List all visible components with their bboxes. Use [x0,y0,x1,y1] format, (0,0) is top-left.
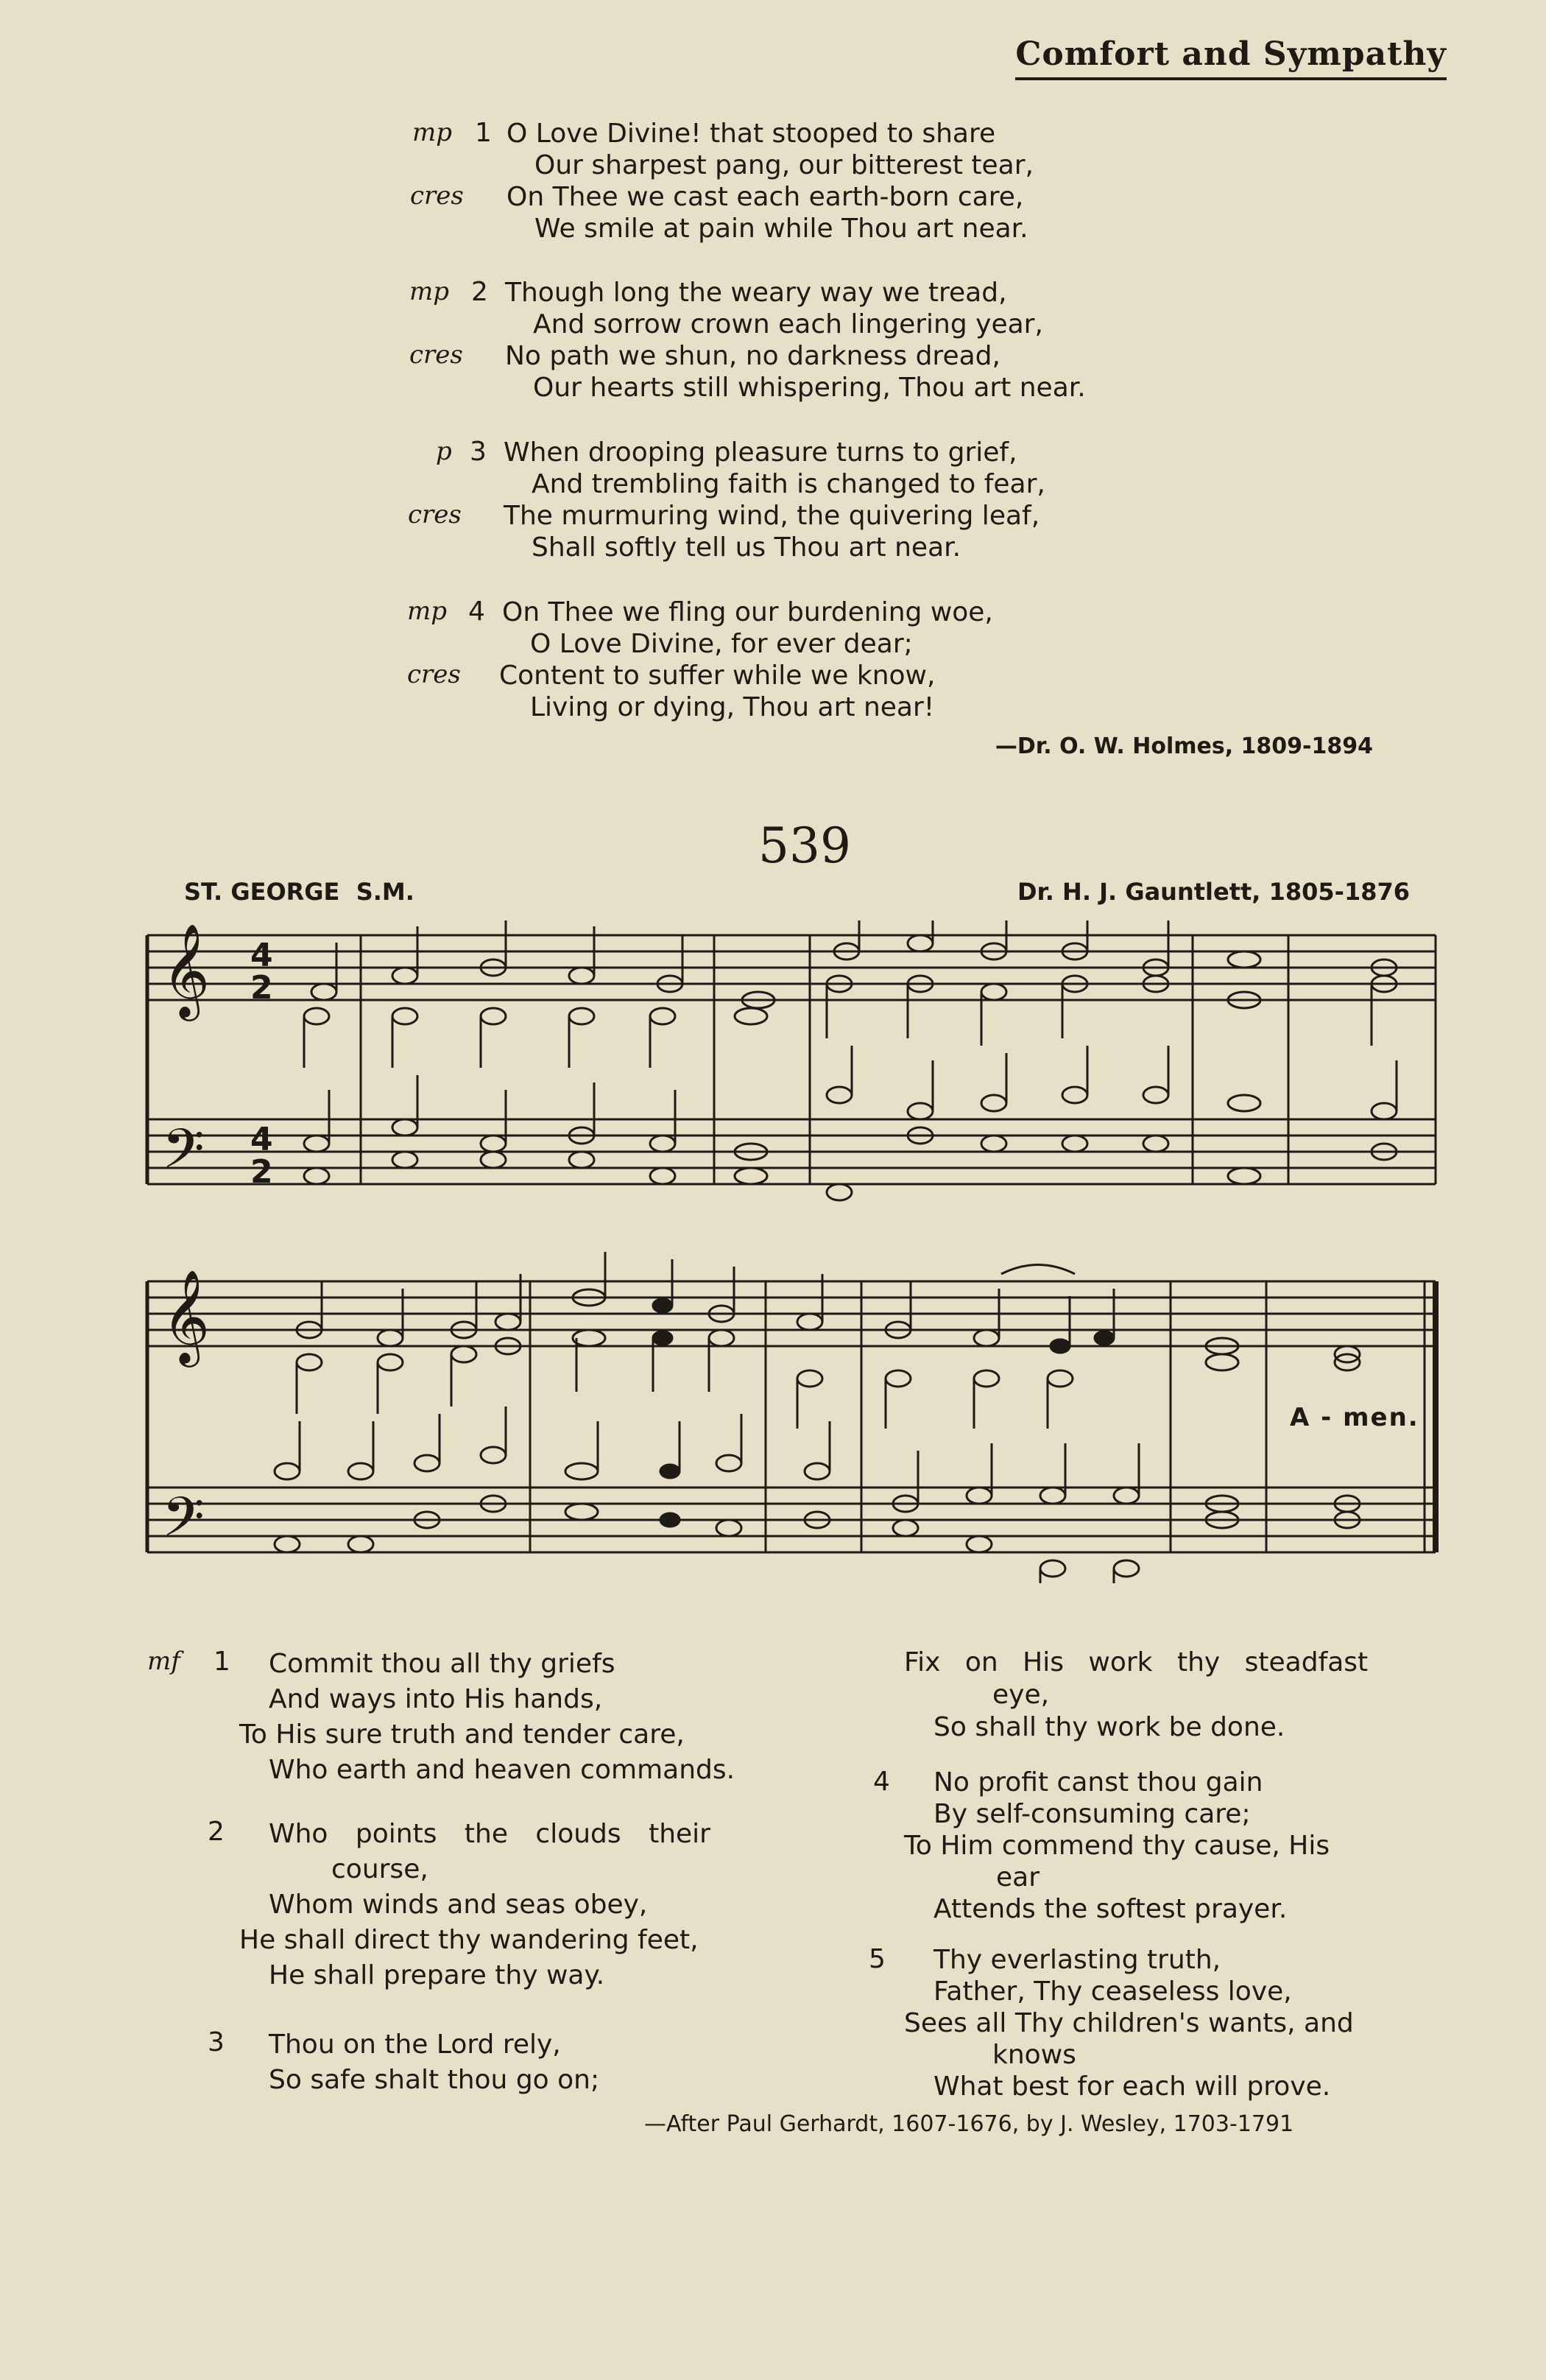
dynamic-mark: mp [412,118,453,147]
translation-credit: —After Paul Gerhardt, 1607-1676, by J. Wesley, 1703-1791 [644,2111,1294,2137]
verse-line: Father, Thy ceaseless love, [933,1976,1292,2007]
verse-line: Who earth and heaven commands. [269,1755,735,1785]
bass-clef: 𝄢 [162,1117,205,1194]
verse-line: Shall softly tell us Thou art near. [532,532,961,563]
verse-line: Our sharpest pang, our bitterest tear, [534,150,1034,180]
verse-line: knows [992,2040,1076,2070]
verse-line: So safe shalt thou go on; [269,2065,600,2095]
stanza-3 [239,2027,599,2098]
verse-line: Thy everlasting truth, [933,1945,1221,1975]
verse-line: By self-consuming care; [933,1799,1251,1829]
cres-mark: cres [410,181,464,211]
stanza-number: 2 [208,1817,225,1847]
hymn-number: 539 [758,817,851,874]
dynamic-mark: p [436,437,452,466]
bass-staff [147,1119,1436,1184]
dynamic-mark: mp [409,277,450,306]
verse-line: Our hearts still whispering, Thou art near. [533,373,1086,403]
verse-line: Who points the clouds their [269,1819,710,1849]
dynamic-mark: mf [147,1647,180,1676]
svg-text:4: 4 [250,1121,273,1158]
verse-line: Content to suffer while we know, [499,661,936,691]
svg-text:2: 2 [250,969,273,1007]
stanza-5 [904,1944,1354,2102]
stanza-number: 1 [213,1647,230,1677]
treble-clef: 𝄞 [162,923,211,1017]
verse-line: And sorrow crown each lingering year, [533,309,1043,339]
treble-clef: 𝄞 [162,1269,211,1363]
verse-line: Living or dying, Thou art near! [530,692,935,722]
verse-line: eye, [992,1680,1050,1710]
section-title: Comfort and Sympathy [1015,35,1447,80]
verse-line: Commit thou all thy griefs [269,1649,615,1679]
verse-line: Fix on His work thy steadfast [904,1647,1369,1677]
verse-line: Though long the weary way we tread, [505,278,1007,308]
amen-label: A - men. [1290,1403,1419,1432]
stanza-number: 3 [208,2027,225,2057]
cres-mark: cres [408,500,462,529]
verse-line: We smile at pain while Thou art near. [534,214,1028,244]
verse-line: No profit canst thou gain [933,1767,1263,1798]
verse-line: What best for each will prove. [933,2071,1331,2102]
treble-notes [304,920,1397,1068]
verse-line: On Thee we cast each earth-born care, [506,182,1024,212]
verse-line: No path we shun, no darkness dread, [505,341,1000,371]
tune-title: ST. GEORGE [184,878,340,906]
verse-line: And ways into His hands, [269,1684,603,1714]
time-signature [250,937,273,1191]
tune-name [184,878,414,906]
treble-staff [147,1281,1436,1346]
verse-line: Thou on the Lord rely, [269,2029,561,2060]
stanza-number: 4 [468,596,485,627]
verse-line: course, [331,1854,428,1884]
verse-line: O Love Divine, for ever dear; [530,629,913,659]
stanza-4 [904,1767,1330,1925]
cres-mark: cres [407,660,461,689]
stanza-number: 5 [869,1944,886,1974]
bass-clef: 𝄢 [162,1485,205,1563]
verse-line: To Him commend thy cause, His [904,1831,1330,1861]
stanza-number: 3 [470,437,487,467]
author-attribution: —Dr. O. W. Holmes, 1809-1894 [995,733,1373,759]
stanza-2 [239,1817,769,1993]
verse-line: And trembling faith is changed to fear, [532,469,1045,499]
stanza-3-continued [904,1647,1368,1744]
treble-notes [297,1252,1360,1429]
verse-line: He shall direct thy wandering feet, [239,1925,699,1955]
verse-line: To His sure truth and tender care, [239,1719,685,1750]
stanza-number: 1 [475,118,492,148]
verse-line: He shall prepare thy way. [269,1960,605,1990]
stanza-1 [239,1647,735,1788]
music-system-1 [140,920,1443,1230]
verse-line: So shall thy work be done. [933,1712,1285,1742]
tune-meter: S.M. [356,878,414,906]
verse-line: On Thee we fling our burdening woe, [502,597,993,627]
verse-line: The murmuring wind, the quivering leaf, [504,501,1040,531]
svg-text:4: 4 [250,937,273,974]
stanza-number: 2 [471,277,488,307]
verse-line: ear [996,1862,1040,1893]
svg-text:2: 2 [250,1153,273,1191]
stanza-number: 4 [873,1767,890,1797]
verse-line: Attends the softest prayer. [933,1894,1288,1924]
bass-notes [275,1406,1360,1583]
cres-mark: cres [409,340,463,370]
composer-attribution: Dr. H. J. Gauntlett, 1805-1876 [1017,878,1410,906]
music-system-2 [140,1252,1443,1583]
verse-line: When drooping pleasure turns to grief, [504,437,1017,468]
verse-line: Whom winds and seas obey, [269,1890,648,1920]
verse-line: Sees all Thy children's wants, and [904,2008,1354,2038]
dynamic-mark: mp [407,596,448,626]
verse-line: O Love Divine! that stooped to share [506,119,996,149]
bass-staff [147,1488,1436,1552]
bass-notes [304,1046,1397,1200]
